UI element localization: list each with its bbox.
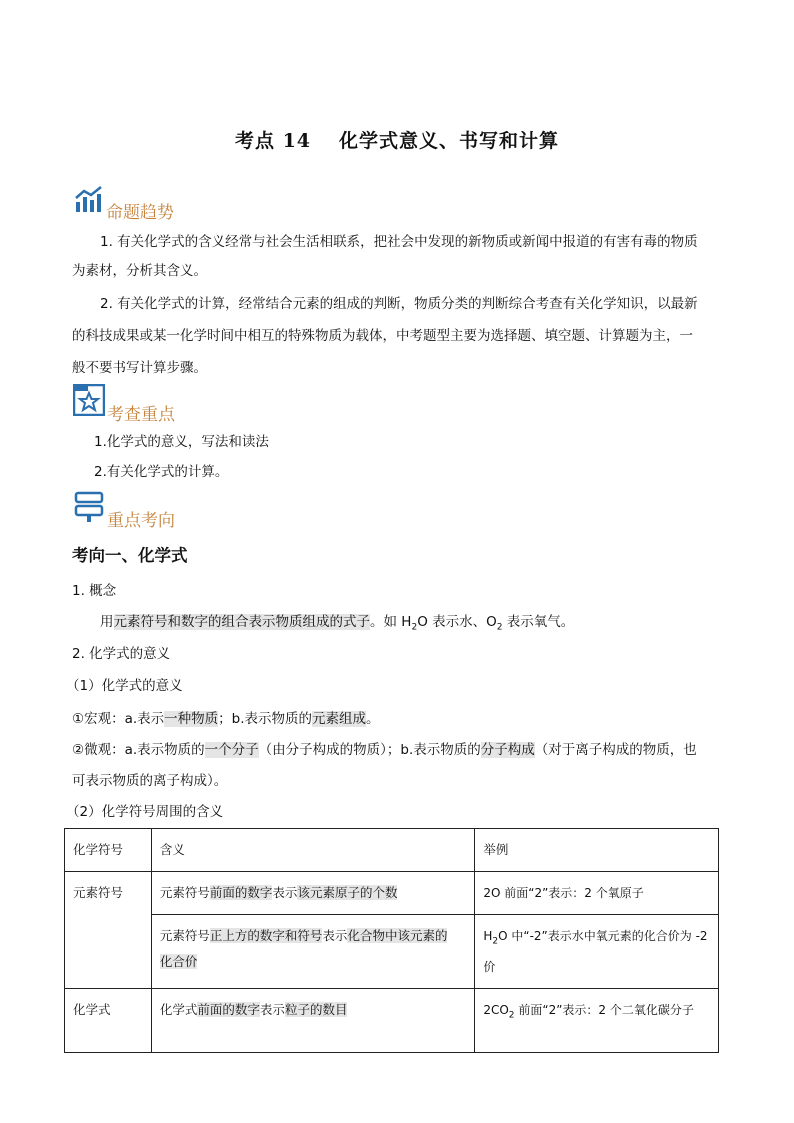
micro-line-2: 可表示物质的离子构成）。 <box>72 773 228 789</box>
meaning-sub-2: （2）化学符号周围的含义 <box>66 804 224 820</box>
table-row <box>65 989 719 1053</box>
heading-1: 考向一、化学式 <box>72 546 188 565</box>
table-header-cell: 含义 <box>151 829 474 872</box>
trend-p1: 1. 有关化学式的含义经常与社会生活相联系，把社会中发现的新物质或新闻中报道的有害有毒的物质 <box>100 234 698 250</box>
table-cell: 2O 前面“2”表示：2 个氧原子 <box>475 872 719 915</box>
table-cell: 元素符号正上方的数字和符号表示化合物中该元素的 化合价 <box>151 915 474 989</box>
focus-label: 考查重点 <box>107 405 175 425</box>
trend-p2: 2. 有关化学式的计算，经常结合元素的组成的判断，物质分类的判断综合考查有关化学知识，以最新 <box>100 296 698 312</box>
symbol-table <box>64 828 719 1053</box>
table-header-row <box>65 829 719 872</box>
page-title <box>0 126 794 153</box>
trend-p1b: 为素材，分析其含义。 <box>72 263 207 279</box>
table-cell: 元素符号前面的数字表示该元素原子的个数 <box>151 872 474 915</box>
macro-line: ①宏观：a.表示一种物质；b.表示物质的元素组成。 <box>72 711 380 727</box>
trend-p2c: 般不要书写计算步骤。 <box>72 360 207 376</box>
focus-item-1: 1.化学式的意义，写法和读法 <box>94 434 269 450</box>
table-row <box>65 915 719 989</box>
meaning-sub-1: （1）化学式的意义 <box>66 678 183 694</box>
direction-label: 重点考向 <box>107 511 175 531</box>
concept-title: 1. 概念 <box>72 583 117 599</box>
star-folder-icon <box>73 384 105 416</box>
table-cell: 化学式前面的数字表示粒子的数目 <box>151 989 474 1053</box>
meaning-title: 2. 化学式的意义 <box>72 646 171 662</box>
table-cell: $2CO_2$ 前面“2”表示：2 个二氧化碳分子 <box>475 989 719 1053</box>
title-text: 化学式意义、书写和计算 <box>339 130 560 152</box>
table-header-cell: 化学符号 <box>65 829 152 872</box>
title-number: 考点 14 <box>234 130 312 152</box>
trend-p2b: 的科技成果或某一化学时间中相互的特殊物质为载体，中考题型主要为选择题、填空题、计算题为主，一 <box>72 328 693 344</box>
focus-item-2: 2.有关化学式的计算。 <box>94 464 229 480</box>
bar-chart-icon <box>74 186 104 214</box>
table-cell: 化学式 <box>65 989 152 1053</box>
table-row <box>65 872 719 915</box>
signpost-icon <box>73 490 105 522</box>
table-cell: $H_2O$ 中“-2”表示水中氧元素的化合价为 -2 价 <box>475 915 719 989</box>
micro-line: ②微观：a.表示物质的一个分子（由分子构成的物质）；b.表示物质的分子构成（对于离子构成的物质，也 <box>72 742 697 758</box>
table-header-cell: 举例 <box>475 829 719 872</box>
trend-label: 命题趋势 <box>106 203 174 223</box>
concept-text: 用元素符号和数字的组合表示物质组成的式子。如 $H_2O$ 表示水、$O_2$ 表示氧气。 <box>100 614 575 633</box>
table-cell: 元素符号 <box>65 872 152 989</box>
